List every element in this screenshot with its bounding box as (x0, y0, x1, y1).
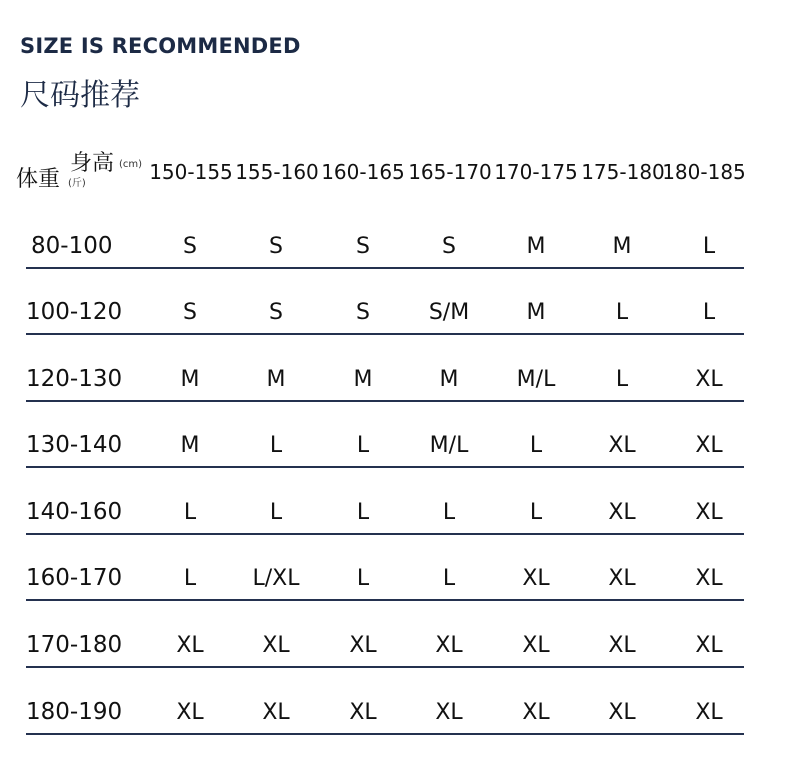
table-row (26, 559, 744, 601)
table-row (26, 360, 744, 402)
size-cell: L (183, 566, 197, 591)
size-cell: L (702, 234, 716, 259)
size-cell: XL (695, 633, 723, 658)
table-row (26, 693, 744, 735)
height-header-cell: 155-160 (235, 160, 319, 184)
table-row (26, 493, 744, 535)
size-cell: L (442, 500, 456, 525)
weight-cell: 160-170 (26, 565, 123, 591)
size-cell: M (180, 433, 200, 458)
size-cell: S (356, 234, 370, 259)
size-cell: L (529, 500, 543, 525)
height-header-cell: 160-165 (321, 160, 405, 184)
weight-cell: 170-180 (26, 632, 123, 658)
size-cell: S (269, 300, 283, 325)
size-cell: XL (262, 700, 290, 725)
height-unit: (cm) (119, 159, 143, 170)
size-cell: XL (176, 633, 204, 658)
size-cell: M/L (429, 433, 469, 458)
size-cell: XL (435, 633, 463, 658)
weight-cell: 120-130 (26, 366, 123, 392)
size-cell: M (612, 234, 632, 259)
size-cell: L (356, 500, 370, 525)
size-cell: M (526, 300, 546, 325)
size-cell: XL (176, 700, 204, 725)
table-row (26, 626, 744, 668)
size-cell: XL (262, 633, 290, 658)
weight-cell: 130-140 (26, 432, 123, 458)
size-cell: M (180, 367, 200, 392)
size-cell: S/M (428, 300, 470, 325)
weight-cell: 140-160 (26, 499, 123, 525)
size-cell: XL (695, 566, 723, 591)
size-cell: S (183, 300, 197, 325)
height-header-cell: 150-155 (149, 160, 233, 184)
size-cell: XL (435, 700, 463, 725)
size-cell: XL (695, 433, 723, 458)
height-header-cell: 180-185 (662, 160, 746, 184)
weight-label: 体重 (16, 167, 61, 192)
size-cell: XL (608, 700, 636, 725)
size-cell: M (266, 367, 286, 392)
size-cell: XL (522, 566, 550, 591)
size-cell: L (442, 566, 456, 591)
size-cell: XL (608, 633, 636, 658)
size-cell: S (183, 234, 197, 259)
size-cell: S (269, 234, 283, 259)
height-header-cell: 170-175 (494, 160, 578, 184)
size-cell: M/L (516, 367, 556, 392)
size-cell: M (439, 367, 459, 392)
size-cell: S (356, 300, 370, 325)
size-cell: XL (608, 500, 636, 525)
title-en: SIZE IS RECOMMENDED (20, 34, 301, 58)
weight-cell: 80-100 (31, 233, 113, 259)
size-cell: L (269, 433, 283, 458)
size-cell: S (442, 234, 456, 259)
size-cell: XL (608, 566, 636, 591)
size-cell: L (356, 433, 370, 458)
size-cell: L (615, 367, 629, 392)
weight-cell: 100-120 (26, 299, 123, 325)
height-header-cell: 165-170 (408, 160, 492, 184)
size-cell: M (526, 234, 546, 259)
size-cell: XL (695, 367, 723, 392)
size-cell: L (529, 433, 543, 458)
title-cn: 尺码推荐 (20, 78, 140, 113)
size-cell: L/XL (252, 566, 300, 591)
size-cell: L (183, 500, 197, 525)
table-row (26, 426, 744, 468)
size-cell: XL (695, 700, 723, 725)
size-cell: L (702, 300, 716, 325)
weight-unit: (斤) (68, 178, 86, 189)
size-cell: L (269, 500, 283, 525)
size-cell: XL (349, 700, 377, 725)
height-header-cell: 175-180 (581, 160, 665, 184)
height-label: 身高 (70, 151, 115, 176)
weight-cell: 180-190 (26, 699, 123, 725)
size-cell: M (353, 367, 373, 392)
size-cell: L (356, 566, 370, 591)
size-cell: L (615, 300, 629, 325)
table-row (26, 293, 744, 335)
size-cell: XL (349, 633, 377, 658)
table-corner-header (0, 140, 150, 200)
size-cell: XL (522, 633, 550, 658)
size-cell: XL (522, 700, 550, 725)
size-cell: XL (695, 500, 723, 525)
table-row (26, 227, 744, 269)
size-cell: XL (608, 433, 636, 458)
